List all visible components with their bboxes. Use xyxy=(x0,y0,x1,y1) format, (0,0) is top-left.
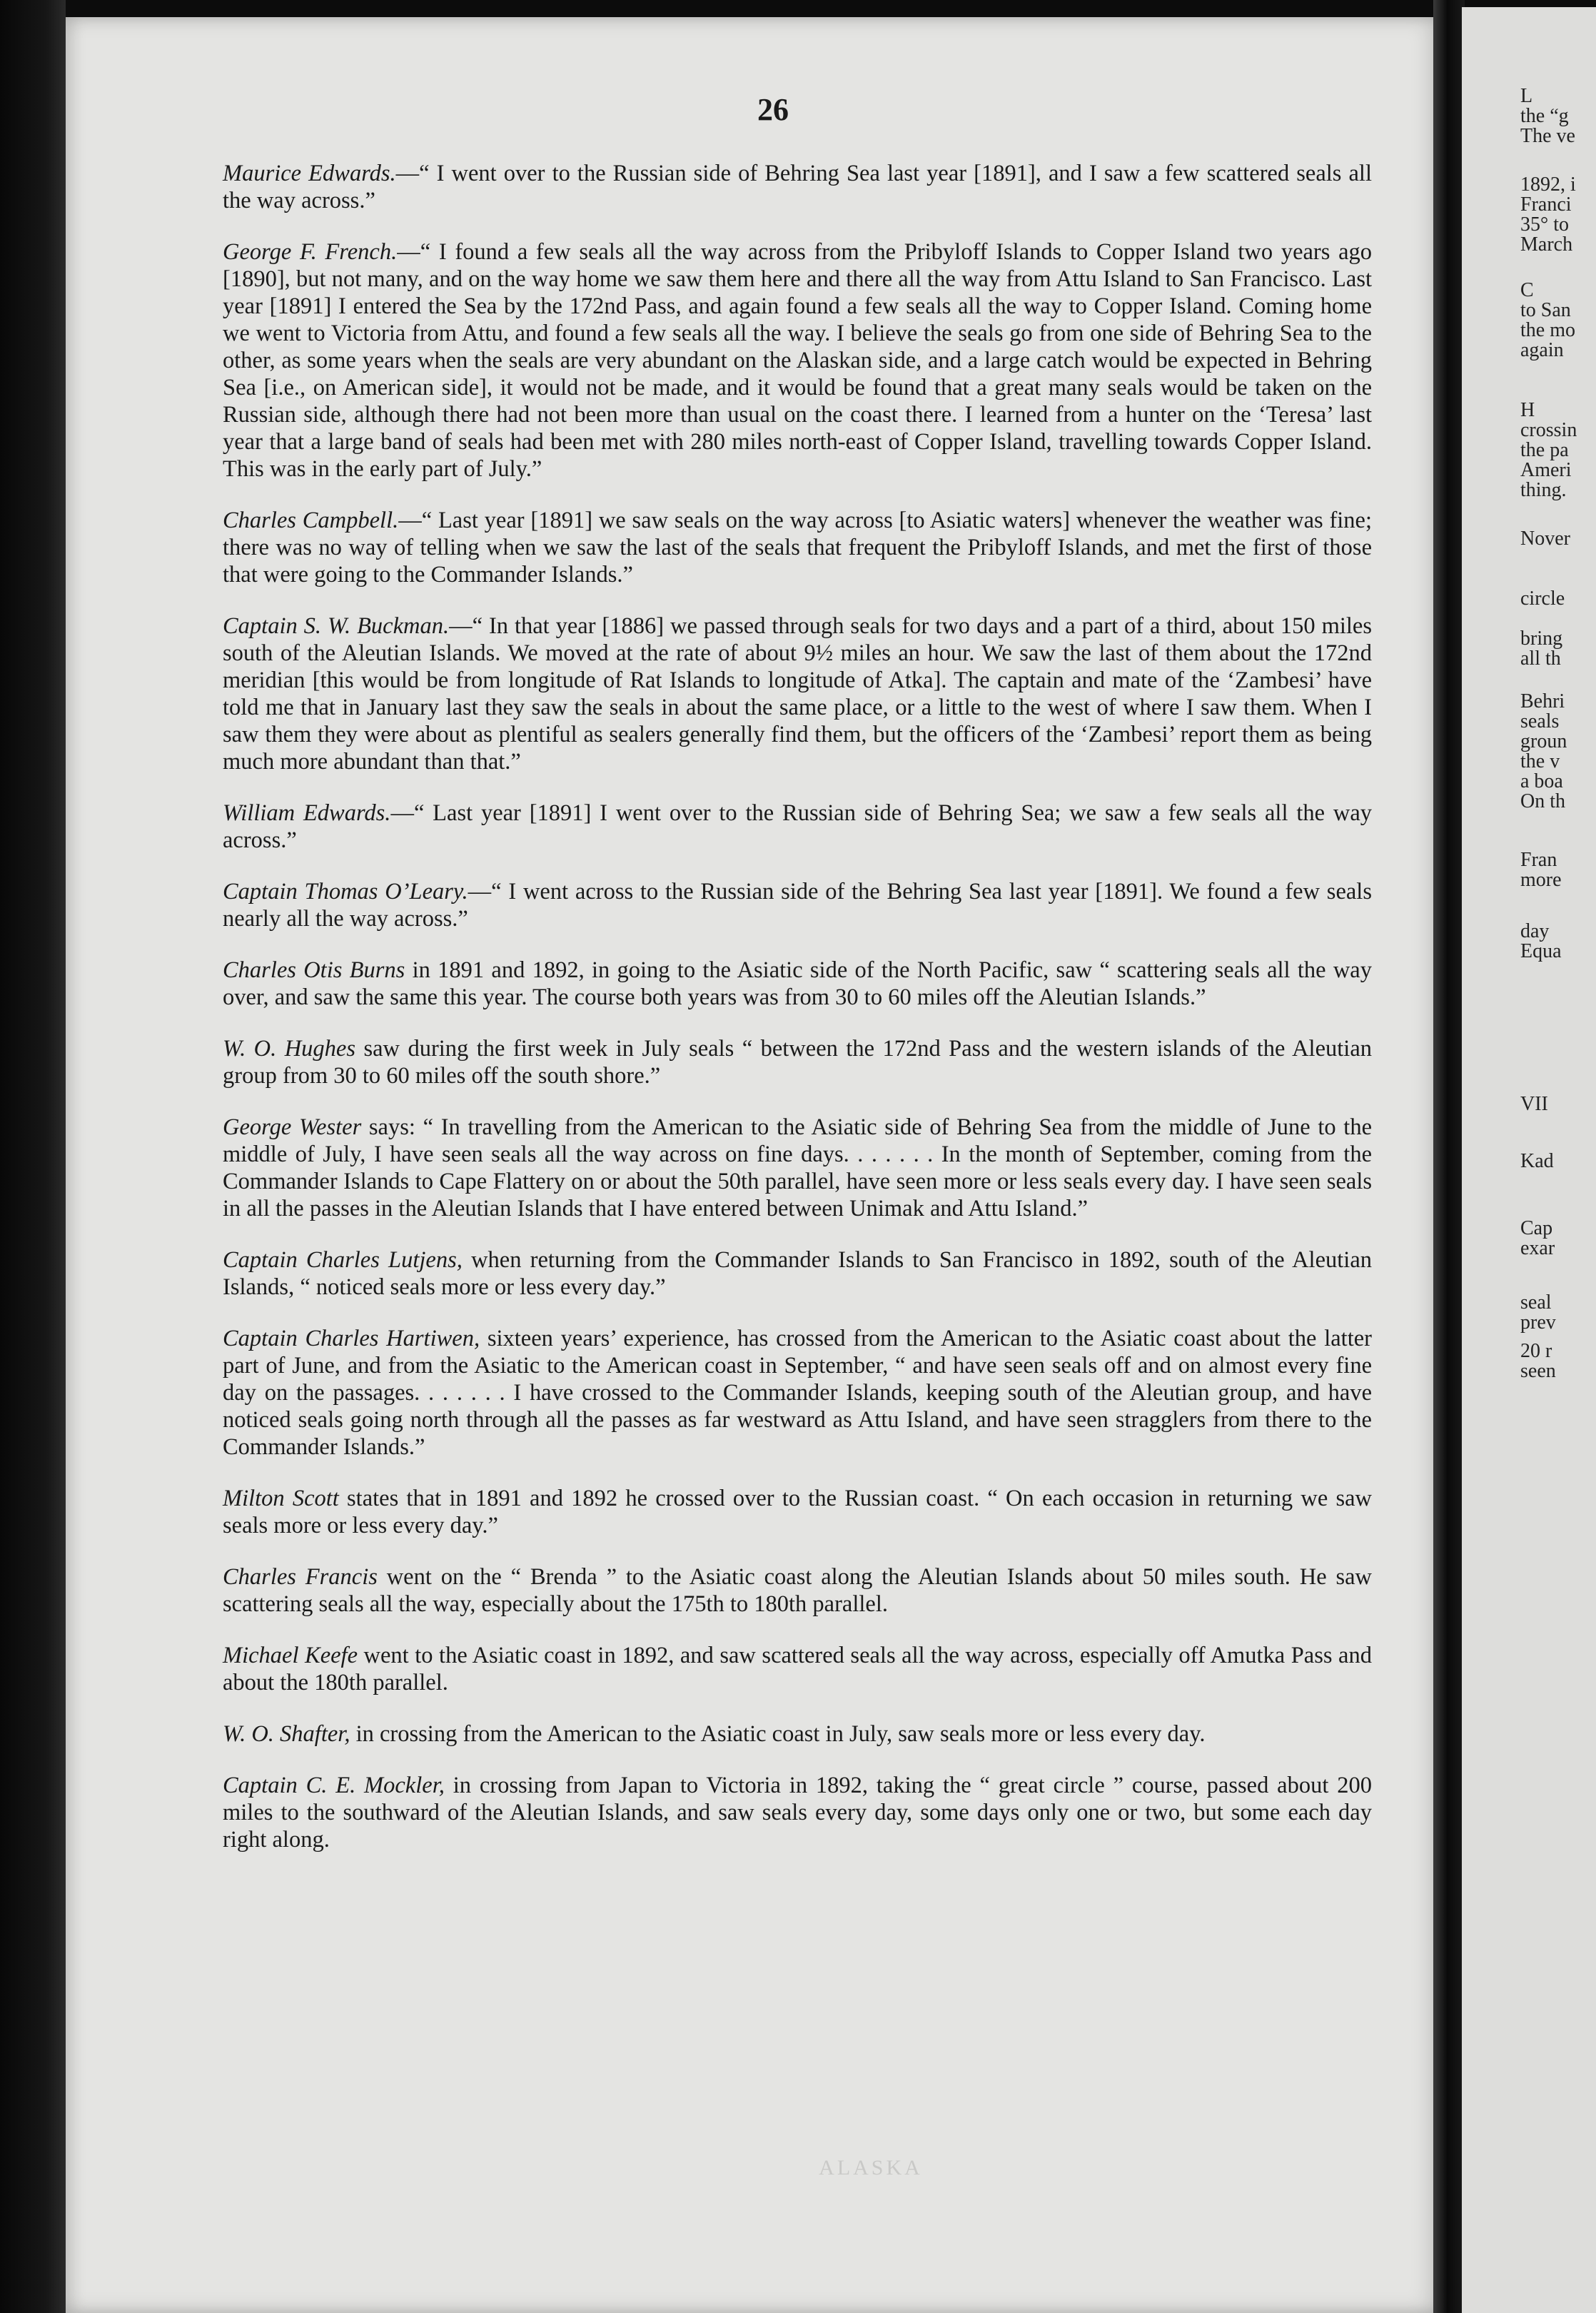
speaker-name: Captain Charles Hartiwen, xyxy=(223,1326,480,1351)
testimony-entry xyxy=(223,1720,1372,1748)
speaker-name: Charles Francis xyxy=(223,1564,378,1590)
testimony-text: says: “ In travelling from the American to the Asiatic side of Behring Sea from the middle of June to the middle of July, I have seen seals all the way across on fine days. . . . . . . In the month of September, coming from the Commander Islands to Cape Flattery on or about the 50th parallel, have seen more or less seals every day. I have seen seals in all the passes in the Aleutian Islands that I have entered between Unimak and Attu Island.” xyxy=(223,1114,1372,1221)
facing-page-fragment: Cap xyxy=(1520,1217,1553,1239)
scan-left-border xyxy=(0,0,66,2313)
speaker-name: Charles Otis Burns xyxy=(223,957,405,983)
testimony-entry xyxy=(223,800,1372,854)
testimony-entry xyxy=(223,507,1372,588)
speaker-name: Charles Campbell. xyxy=(223,508,399,533)
facing-page-fragment: Behri xyxy=(1520,690,1565,712)
speaker-name: Michael Keefe xyxy=(223,1643,358,1668)
facing-page-fragment: bring xyxy=(1520,628,1563,650)
testimony-text: saw during the first week in July seals “ between the 172nd Pass and the western islands of the Aleutian group from 30 to 60 miles off the south shore.” xyxy=(223,1036,1372,1089)
facing-page-fragments xyxy=(1520,0,1596,2313)
testimony-entry xyxy=(223,1563,1372,1618)
facing-page-fragment: Kad xyxy=(1520,1150,1554,1172)
facing-page-fragment: exar xyxy=(1520,1237,1555,1259)
speaker-name: Captain S. W. Buckman. xyxy=(223,613,450,639)
facing-page-fragment: thing. xyxy=(1520,479,1567,501)
speaker-name: Captain Thomas O’Leary. xyxy=(223,879,468,904)
facing-page-fragment: L xyxy=(1520,85,1533,107)
testimony-entry xyxy=(223,1325,1372,1461)
testimony-text: states that in 1891 and 1892 he crossed over to the Russian coast. “ On each occasion in returning we saw seals more or less every day.” xyxy=(223,1486,1372,1538)
facing-page-fragment: H xyxy=(1520,399,1535,421)
facing-page-fragment: again xyxy=(1520,339,1564,361)
testimony-entry xyxy=(223,878,1372,932)
testimony-entry xyxy=(223,1772,1372,1853)
facing-page-fragment: circle xyxy=(1520,588,1565,610)
facing-page-fragment: to San xyxy=(1520,299,1571,321)
testimony-entry xyxy=(223,1246,1372,1301)
faded-stamp: ALASKA xyxy=(819,2156,923,2180)
facing-page-fragment: crossin xyxy=(1520,419,1577,441)
facing-page-fragment: 35° to xyxy=(1520,213,1569,236)
facing-page-fragment: The ve xyxy=(1520,125,1575,147)
testimony-text: —“ I found a few seals all the way across from the Pribyloff Islands to Copper Island two years ago [1890], but not many, and on the way home we saw them here and there all the way from Attu Island to San Francisco. Last year [1891] I entered the Sea by the 172nd Pass, and again found a few seals all the way to Copper Island. Coming home we went to Victoria from Attu, and found a few seals all the way. I believe the seals go from one side of Behring Sea to the other, as some years when the seals are very abundant on the Alaskan side, and a large catch would be expected in Behring Sea [i.e., on American side], it would not be made, and it would be found that a great many seals would be taken on the Russian side, although there had not been more than usual on the coast there. I learned from a hunter on the ‘Teresa’ last year that a large band of seals had been met with 280 miles north-east of Copper Island, travelling towards Copper Island. This was in the early part of July.” xyxy=(223,239,1372,482)
testimony-text: in crossing from Japan to Victoria in 1892, taking the “ great circle ” course, passed about 200 miles to the southward of the Aleutian Islands, and saw seals every day, some days only one or two, but some each day right along. xyxy=(223,1773,1372,1853)
facing-page-fragment: seal xyxy=(1520,1291,1552,1314)
testimony-entry xyxy=(223,238,1372,483)
testimony-text: sixteen years’ experience, has crossed from the American to the Asiatic coast about the latter part of June, and from the Asiatic to the American coast in September, “ and have seen seals off and on almost every fine day on the passages. . . . . . . I have crossed to the Commander Islands, keeping south of the Aleutian group, and have noticed seals going north through all the passes as far westward as Attu Island, and have seen stragglers from there to the Commander Islands.” xyxy=(223,1326,1372,1460)
facing-page-fragment: Franci xyxy=(1520,193,1572,216)
facing-page-fragment: a boa xyxy=(1520,770,1563,792)
facing-page-fragment: all th xyxy=(1520,647,1561,670)
testimony-entry xyxy=(223,1642,1372,1696)
facing-page-fragment: the v xyxy=(1520,750,1560,772)
testimony-entry xyxy=(223,613,1372,775)
testimony-text: —“ Last year [1891] I went over to the Russian side of Behring Sea; we saw a few seals all the way across.” xyxy=(223,800,1372,853)
facing-page-fragment: 1892, i xyxy=(1520,173,1576,196)
speaker-name: William Edwards. xyxy=(223,800,391,826)
facing-page-fragment: seen xyxy=(1520,1360,1556,1382)
speaker-name: Milton Scott xyxy=(223,1486,339,1511)
speaker-name: George F. French. xyxy=(223,239,398,265)
speaker-name: Captain Charles Lutjens, xyxy=(223,1247,463,1273)
facing-page-fragment: the mo xyxy=(1520,319,1575,341)
testimony-text: —“ Last year [1891] we saw seals on the way across [to Asiatic waters] whenever the weather was fine; there was no way of telling when we saw the last of the seals that frequent the Pribyloff Islands, and met the first of those that were going to the Commander Islands.” xyxy=(223,508,1372,588)
testimony-text: in 1891 and 1892, in going to the Asiatic side of the North Pacific, saw “ scattering seals all the way over, and saw the same this year. The course both years was from 30 to 60 miles off the Aleutian Islands.” xyxy=(223,957,1372,1010)
testimony-entry xyxy=(223,1114,1372,1222)
testimony-text: went to the Asiatic coast in 1892, and saw scattered seals all the way across, especially off Amutka Pass and about the 180th parallel. xyxy=(223,1643,1372,1695)
testimony-text: went on the “ Brenda ” to the Asiatic coast along the Aleutian Islands about 50 miles south. He saw scattering seals all the way, especially about the 175th to 180th parallel. xyxy=(223,1564,1373,1617)
testimony-entry xyxy=(223,1485,1372,1539)
speaker-name: Captain C. E. Mockler, xyxy=(223,1773,445,1798)
speaker-name: W. O. Hughes xyxy=(223,1036,356,1062)
testimony-entry xyxy=(223,160,1372,214)
facing-page-fragment: March xyxy=(1520,233,1573,256)
facing-page-fragment: day xyxy=(1520,920,1550,942)
speaker-name: George Wester xyxy=(223,1114,362,1140)
testimony-text: —“ In that year [1886] we passed through seals for two days and a part of a third, about 150 miles south of the Aleutian Islands. We moved at the rate of about 9½ miles an hour. We saw the last of them about the 172nd meridian [this would be from longitude of Rat Islands to longitude of Atka]. The captain and mate of the ‘Zambesi’ have told me that in January last they saw the seals in about the same place, or a little to the west of where I saw them. When I saw them they were about as plentiful as sealers generally find them, but the officers of the ‘Zambesi’ report them as being much more abundant than that.” xyxy=(223,613,1372,775)
facing-page-fragment: VII xyxy=(1520,1093,1548,1115)
facing-page-fragment: the “g xyxy=(1520,105,1569,127)
facing-page-fragment: 20 r xyxy=(1520,1340,1552,1362)
testimony-text: in crossing from the American to the Asiatic coast in July, saw seals more or less every day. xyxy=(350,1721,1206,1747)
testimony-list xyxy=(223,160,1372,1878)
testimony-text: —“ I went over to the Russian side of Behring Sea last year [1891], and I saw a few scattered seals all the way across.” xyxy=(223,161,1372,213)
page-number: 26 xyxy=(757,92,789,127)
facing-page-fragment: Nover xyxy=(1520,528,1570,550)
facing-page-fragment: Equa xyxy=(1520,940,1562,962)
speaker-name: W. O. Shafter, xyxy=(223,1721,350,1747)
speaker-name: Maurice Edwards. xyxy=(223,161,396,186)
testimony-entry xyxy=(223,1035,1372,1089)
facing-page-fragment: Fran xyxy=(1520,849,1557,871)
facing-page-fragment: On th xyxy=(1520,790,1565,812)
testimony-entry xyxy=(223,957,1372,1011)
facing-page-fragment: groun xyxy=(1520,730,1567,752)
facing-page-fragment: prev xyxy=(1520,1311,1556,1334)
facing-page-fragment: the pa xyxy=(1520,439,1569,461)
facing-page-fragment: more xyxy=(1520,869,1562,891)
testimony-text: —“ I went across to the Russian side of the Behring Sea last year [1891]. We found a few seals nearly all the way across.” xyxy=(223,879,1372,932)
facing-page-fragment: C xyxy=(1520,279,1534,301)
facing-page-fragment: seals xyxy=(1520,710,1560,732)
book-gutter xyxy=(1433,0,1465,2313)
facing-page-fragment: Ameri xyxy=(1520,459,1572,481)
testimony-text: when returning from the Commander Islands to San Francisco in 1892, south of the Aleutian Islands, “ noticed seals more or less every day.” xyxy=(223,1247,1372,1300)
